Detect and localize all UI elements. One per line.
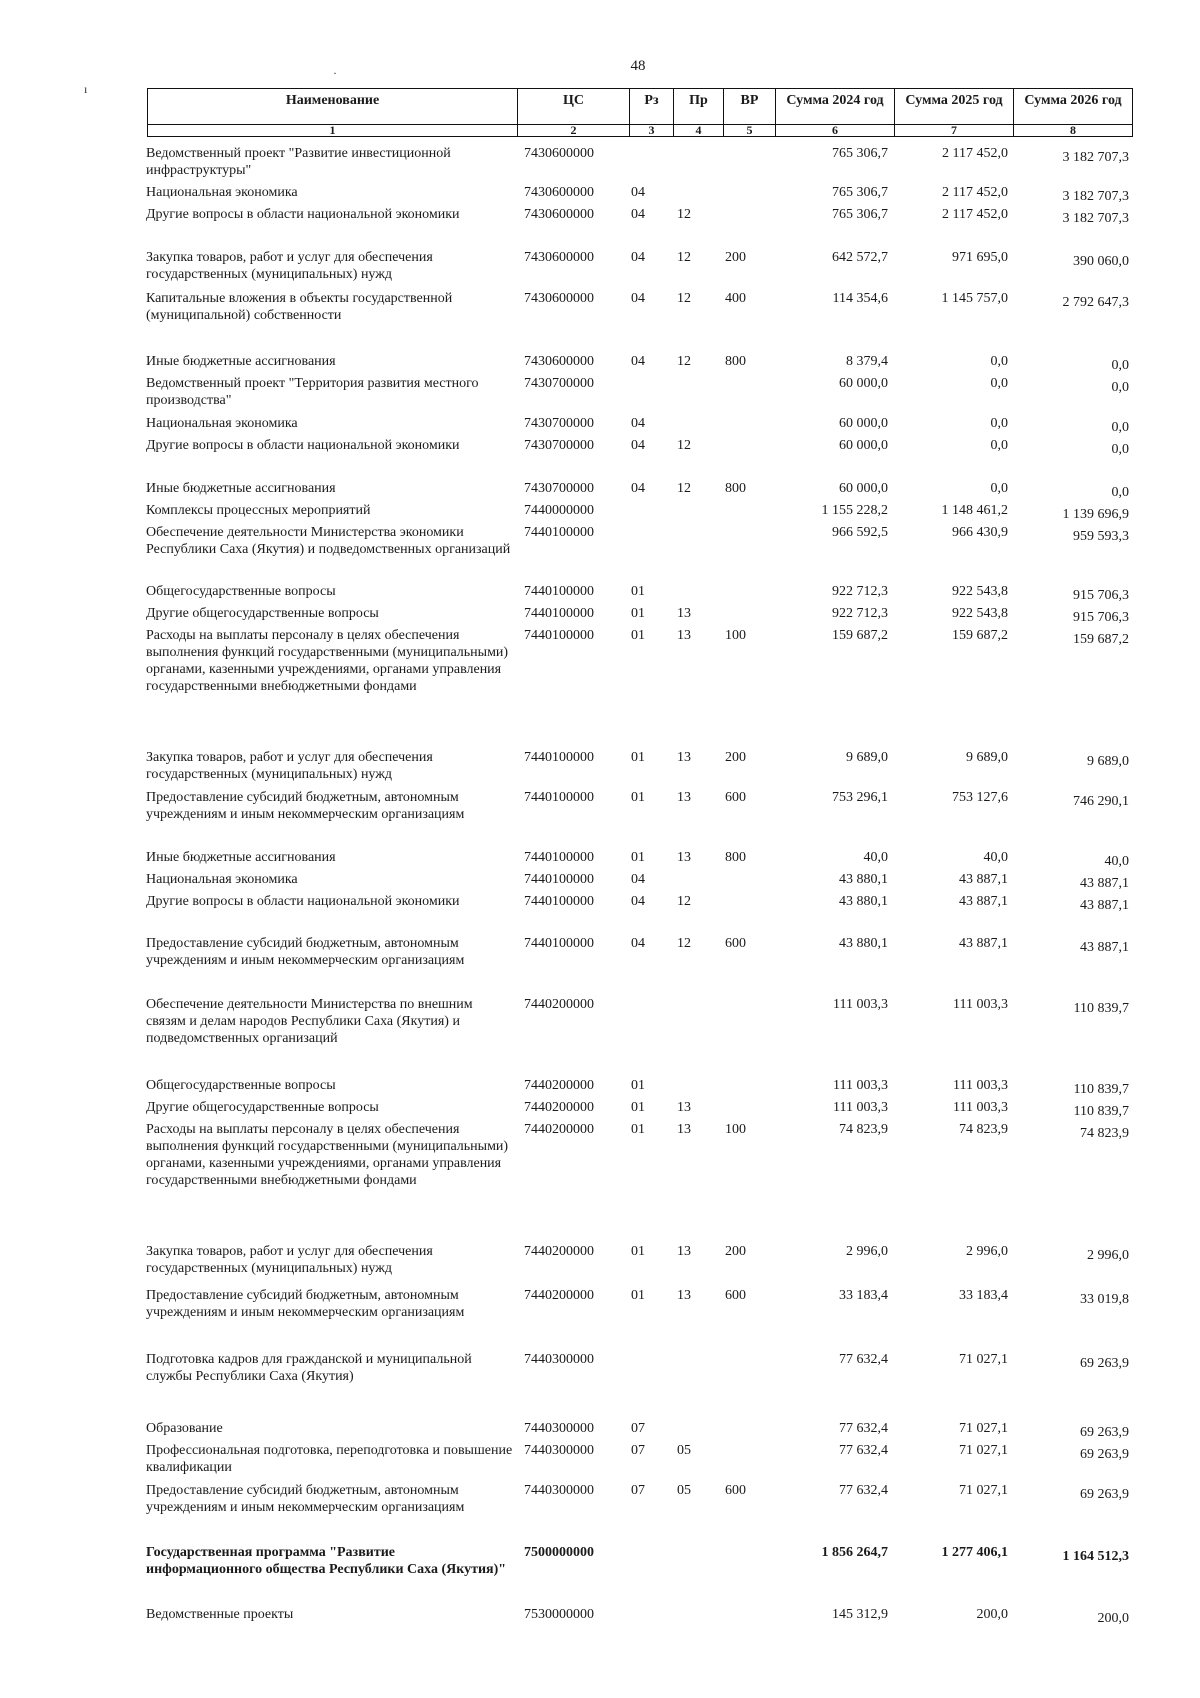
cell-sum-2024: 2 996,0 (846, 1244, 888, 1259)
cell-pr: 12 (677, 207, 691, 222)
cell-sum-2024: 33 183,4 (839, 1288, 888, 1303)
cell-sum-2024: 966 592,5 (832, 525, 888, 540)
cell-sum-2026: 915 706,3 (1073, 588, 1129, 603)
cell-sum-2025: 966 430,9 (952, 525, 1008, 540)
cell-sum-2024: 77 632,4 (839, 1443, 888, 1458)
cell-sum-2024: 111 003,3 (833, 997, 888, 1012)
cell-sum-2025: 40,0 (983, 850, 1008, 865)
cell-vr: 400 (725, 291, 746, 306)
cell-cs: 7440200000 (524, 1244, 594, 1259)
cell-sum-2024: 642 572,7 (832, 250, 888, 265)
cell-rz: 04 (631, 250, 645, 265)
cell-sum-2024: 40,0 (863, 850, 888, 865)
cell-rz: 04 (631, 438, 645, 453)
column-number: 2 (518, 125, 630, 137)
header-rz: Рз (630, 89, 674, 125)
cell-name: Предоставление субсидий бюджетным, автономным учреждениям и иным некоммерческим организациям (146, 1288, 465, 1320)
cell-sum-2024: 114 354,6 (832, 291, 888, 306)
cell-rz: 07 (631, 1421, 645, 1436)
cell-sum-2024: 753 296,1 (832, 790, 888, 805)
cell-vr: 600 (725, 1288, 746, 1303)
cell-sum-2024: 77 632,4 (839, 1352, 888, 1367)
cell-sum-2026: 69 263,9 (1080, 1425, 1129, 1440)
cell-sum-2026: 33 019,8 (1080, 1292, 1129, 1307)
cell-name: Государственная программа "Развитие информационного общества Республики Саха (Якутия)" (146, 1545, 507, 1577)
cell-pr: 12 (677, 250, 691, 265)
cell-cs: 7440100000 (524, 936, 594, 951)
cell-sum-2026: 9 689,0 (1087, 754, 1129, 769)
header-sum-2024: Сумма 2024 год (776, 89, 895, 125)
cell-cs: 7430600000 (524, 207, 594, 222)
cell-rz: 01 (631, 1078, 645, 1093)
cell-pr: 12 (677, 894, 691, 909)
cell-sum-2025: 922 543,8 (952, 606, 1008, 621)
cell-name: Закупка товаров, работ и услуг для обеспечения государственных (муниципальных) нужд (146, 250, 433, 282)
cell-cs: 7430600000 (524, 250, 594, 265)
cell-rz: 01 (631, 850, 645, 865)
cell-name: Общегосударственные вопросы (146, 1078, 336, 1093)
cell-pr: 13 (677, 1288, 691, 1303)
cell-sum-2024: 1 155 228,2 (821, 503, 888, 518)
cell-name: Образование (146, 1421, 223, 1436)
cell-rz: 04 (631, 936, 645, 951)
cell-sum-2025: 0,0 (990, 376, 1008, 391)
cell-sum-2025: 971 695,0 (952, 250, 1008, 265)
cell-sum-2026: 43 887,1 (1080, 940, 1129, 955)
cell-pr: 13 (677, 850, 691, 865)
cell-sum-2024: 60 000,0 (839, 376, 888, 391)
cell-sum-2026: 0,0 (1111, 358, 1129, 373)
cell-name: Ведомственный проект "Территория развития местного производства" (146, 376, 479, 408)
scan-dot: · (333, 66, 337, 80)
cell-sum-2026: 43 887,1 (1080, 898, 1129, 913)
cell-sum-2025: 0,0 (990, 416, 1008, 431)
cell-name: Предоставление субсидий бюджетным, автономным учреждениям и иным некоммерческим организациям (146, 790, 465, 822)
cell-name: Предоставление субсидий бюджетным, автономным учреждениям и иным некоммерческим организациям (146, 1483, 465, 1515)
cell-sum-2026: 1 164 512,3 (1062, 1549, 1129, 1564)
cell-sum-2024: 77 632,4 (839, 1483, 888, 1498)
cell-sum-2026: 0,0 (1111, 380, 1129, 395)
cell-vr: 200 (725, 250, 746, 265)
cell-sum-2026: 69 263,9 (1080, 1447, 1129, 1462)
cell-rz: 07 (631, 1483, 645, 1498)
cell-rz: 01 (631, 750, 645, 765)
cell-name: Общегосударственные вопросы (146, 584, 336, 599)
cell-cs: 7440100000 (524, 790, 594, 805)
cell-sum-2025: 2 996,0 (966, 1244, 1008, 1259)
cell-sum-2026: 200,0 (1097, 1611, 1129, 1626)
cell-sum-2026: 2 792 647,3 (1062, 295, 1129, 310)
cell-sum-2025: 74 823,9 (959, 1122, 1008, 1137)
cell-cs: 7440300000 (524, 1421, 594, 1436)
cell-pr: 05 (677, 1443, 691, 1458)
cell-sum-2024: 43 880,1 (839, 872, 888, 887)
cell-name: Ведомственные проекты (146, 1607, 294, 1622)
cell-name: Национальная экономика (146, 185, 298, 200)
header-name: Наименование (148, 89, 518, 125)
cell-pr: 12 (677, 291, 691, 306)
cell-rz: 04 (631, 872, 645, 887)
cell-sum-2024: 77 632,4 (839, 1421, 888, 1436)
cell-cs: 7530000000 (524, 1607, 594, 1622)
cell-pr: 13 (677, 750, 691, 765)
cell-sum-2026: 43 887,1 (1080, 876, 1129, 891)
header-vr: ВР (724, 89, 776, 125)
cell-sum-2024: 8 379,4 (846, 354, 888, 369)
cell-cs: 7440200000 (524, 1122, 594, 1137)
cell-name: Ведомственный проект "Развитие инвестиционной инфраструктуры" (146, 146, 451, 178)
cell-sum-2026: 1 139 696,9 (1062, 507, 1129, 522)
column-number: 3 (630, 125, 674, 137)
cell-cs: 7440100000 (524, 525, 594, 540)
cell-sum-2026: 746 290,1 (1073, 794, 1129, 809)
scan-mark: ı (84, 82, 88, 96)
cell-sum-2026: 40,0 (1104, 854, 1129, 869)
cell-sum-2025: 111 003,3 (953, 1100, 1008, 1115)
cell-sum-2024: 922 712,3 (832, 584, 888, 599)
cell-cs: 7440100000 (524, 750, 594, 765)
cell-cs: 7430700000 (524, 481, 594, 496)
cell-rz: 01 (631, 1288, 645, 1303)
cell-sum-2025: 43 887,1 (959, 936, 1008, 951)
cell-sum-2024: 60 000,0 (839, 481, 888, 496)
column-number: 6 (776, 125, 895, 137)
cell-sum-2024: 9 689,0 (846, 750, 888, 765)
cell-rz: 04 (631, 354, 645, 369)
cell-name: Иные бюджетные ассигнования (146, 850, 336, 865)
cell-rz: 01 (631, 606, 645, 621)
cell-cs: 7440300000 (524, 1483, 594, 1498)
cell-sum-2025: 71 027,1 (959, 1421, 1008, 1436)
cell-cs: 7440200000 (524, 1100, 594, 1115)
cell-sum-2026: 3 182 707,3 (1062, 211, 1129, 226)
cell-sum-2026: 0,0 (1111, 420, 1129, 435)
cell-cs: 7430700000 (524, 376, 594, 391)
cell-name: Национальная экономика (146, 416, 298, 431)
cell-vr: 100 (725, 1122, 746, 1137)
cell-rz: 01 (631, 1100, 645, 1115)
cell-sum-2026: 915 706,3 (1073, 610, 1129, 625)
cell-rz: 01 (631, 584, 645, 599)
cell-sum-2024: 43 880,1 (839, 894, 888, 909)
cell-vr: 200 (725, 750, 746, 765)
cell-pr: 13 (677, 1244, 691, 1259)
cell-name: Закупка товаров, работ и услуг для обеспечения государственных (муниципальных) нужд (146, 1244, 433, 1276)
cell-sum-2025: 43 887,1 (959, 894, 1008, 909)
cell-rz: 01 (631, 628, 645, 643)
cell-sum-2024: 922 712,3 (832, 606, 888, 621)
cell-sum-2026: 69 263,9 (1080, 1487, 1129, 1502)
cell-vr: 800 (725, 354, 746, 369)
cell-sum-2025: 111 003,3 (953, 997, 1008, 1012)
cell-cs: 7440300000 (524, 1352, 594, 1367)
cell-cs: 7440100000 (524, 894, 594, 909)
page-number: 48 (630, 58, 646, 74)
cell-pr: 12 (677, 354, 691, 369)
column-number: 8 (1014, 125, 1133, 137)
cell-sum-2025: 71 027,1 (959, 1443, 1008, 1458)
cell-name: Обеспечение деятельности Министерства экономики Республики Саха (Якутия) и подведомственных организаций (146, 525, 511, 557)
cell-sum-2026: 110 839,7 (1073, 1001, 1129, 1016)
cell-sum-2025: 1 277 406,1 (941, 1545, 1008, 1560)
column-number: 7 (895, 125, 1014, 137)
cell-cs: 7440200000 (524, 997, 594, 1012)
cell-rz: 04 (631, 481, 645, 496)
cell-vr: 200 (725, 1244, 746, 1259)
cell-name: Другие общегосударственные вопросы (146, 1100, 379, 1115)
cell-pr: 05 (677, 1483, 691, 1498)
cell-vr: 600 (725, 790, 746, 805)
cell-cs: 7430600000 (524, 185, 594, 200)
table-header (147, 88, 1133, 137)
cell-cs: 7430600000 (524, 146, 594, 161)
cell-name: Закупка товаров, работ и услуг для обеспечения государственных (муниципальных) нужд (146, 750, 433, 782)
cell-cs: 7500000000 (524, 1545, 594, 1560)
cell-cs: 7440100000 (524, 872, 594, 887)
column-number: 4 (674, 125, 724, 137)
cell-name: Профессиональная подготовка, переподготовка и повышение квалификации (146, 1443, 513, 1475)
cell-pr: 12 (677, 438, 691, 453)
cell-vr: 100 (725, 628, 746, 643)
header-pr: Пр (674, 89, 724, 125)
cell-rz: 01 (631, 1122, 645, 1137)
cell-sum-2026: 3 182 707,3 (1062, 189, 1129, 204)
cell-name: Расходы на выплаты персоналу в целях обеспечения выполнения функций государственными (муниципальными) органами, казенными учреждениями, органами управления государственными внебюджетными фондами (146, 628, 509, 694)
cell-vr: 600 (725, 936, 746, 951)
cell-name: Комплексы процессных мероприятий (146, 503, 371, 518)
cell-sum-2024: 1 856 264,7 (821, 1545, 888, 1560)
cell-name: Другие вопросы в области национальной экономики (146, 207, 460, 222)
cell-rz: 01 (631, 1244, 645, 1259)
cell-sum-2024: 765 306,7 (832, 146, 888, 161)
cell-rz: 04 (631, 416, 645, 431)
cell-sum-2025: 111 003,3 (953, 1078, 1008, 1093)
cell-sum-2026: 390 060,0 (1073, 254, 1129, 269)
cell-cs: 7430600000 (524, 291, 594, 306)
cell-sum-2024: 111 003,3 (833, 1078, 888, 1093)
cell-sum-2026: 0,0 (1111, 485, 1129, 500)
cell-sum-2024: 765 306,7 (832, 185, 888, 200)
cell-name: Национальная экономика (146, 872, 298, 887)
cell-sum-2025: 1 145 757,0 (941, 291, 1008, 306)
cell-sum-2026: 110 839,7 (1073, 1082, 1129, 1097)
cell-sum-2025: 0,0 (990, 354, 1008, 369)
cell-vr: 800 (725, 481, 746, 496)
cell-name: Предоставление субсидий бюджетным, автономным учреждениям и иным некоммерческим организациям (146, 936, 465, 968)
cell-sum-2025: 200,0 (976, 1607, 1008, 1622)
cell-sum-2026: 110 839,7 (1073, 1104, 1129, 1119)
cell-sum-2026: 74 823,9 (1080, 1126, 1129, 1141)
cell-sum-2025: 1 148 461,2 (941, 503, 1008, 518)
cell-sum-2024: 111 003,3 (833, 1100, 888, 1115)
cell-sum-2025: 922 543,8 (952, 584, 1008, 599)
cell-sum-2024: 60 000,0 (839, 438, 888, 453)
cell-cs: 7440100000 (524, 606, 594, 621)
cell-sum-2024: 74 823,9 (839, 1122, 888, 1137)
cell-pr: 13 (677, 628, 691, 643)
cell-sum-2025: 43 887,1 (959, 872, 1008, 887)
cell-cs: 7440200000 (524, 1078, 594, 1093)
cell-sum-2026: 159 687,2 (1073, 632, 1129, 647)
cell-rz: 07 (631, 1443, 645, 1458)
cell-name: Другие общегосударственные вопросы (146, 606, 379, 621)
cell-name: Иные бюджетные ассигнования (146, 481, 336, 496)
cell-sum-2025: 159 687,2 (952, 628, 1008, 643)
cell-sum-2026: 69 263,9 (1080, 1356, 1129, 1371)
cell-pr: 13 (677, 606, 691, 621)
cell-name: Подготовка кадров для гражданской и муниципальной службы Республики Саха (Якутия) (146, 1352, 472, 1384)
cell-sum-2025: 2 117 452,0 (942, 146, 1008, 161)
cell-name: Другие вопросы в области национальной экономики (146, 894, 460, 909)
cell-cs: 7430700000 (524, 416, 594, 431)
cell-cs: 7430700000 (524, 438, 594, 453)
cell-pr: 13 (677, 1122, 691, 1137)
cell-sum-2024: 60 000,0 (839, 416, 888, 431)
cell-cs: 7440100000 (524, 850, 594, 865)
cell-rz: 04 (631, 185, 645, 200)
cell-name: Другие вопросы в области национальной экономики (146, 438, 460, 453)
column-number: 1 (148, 125, 518, 137)
cell-sum-2026: 2 996,0 (1087, 1248, 1129, 1263)
column-number: 5 (724, 125, 776, 137)
cell-sum-2025: 753 127,6 (952, 790, 1008, 805)
cell-pr: 13 (677, 790, 691, 805)
header-sum-2026: Сумма 2026 год (1014, 89, 1133, 125)
cell-rz: 04 (631, 894, 645, 909)
cell-sum-2025: 9 689,0 (966, 750, 1008, 765)
cell-sum-2026: 3 182 707,3 (1062, 150, 1129, 165)
cell-sum-2025: 71 027,1 (959, 1352, 1008, 1367)
cell-sum-2025: 2 117 452,0 (942, 185, 1008, 200)
cell-sum-2025: 0,0 (990, 481, 1008, 496)
cell-sum-2025: 33 183,4 (959, 1288, 1008, 1303)
cell-vr: 600 (725, 1483, 746, 1498)
header-sum-2025: Сумма 2025 год (895, 89, 1014, 125)
cell-name: Обеспечение деятельности Министерства по внешним связям и делам народов Республики Саха (Якутия) и подведомственных организаций (146, 997, 473, 1046)
cell-sum-2026: 0,0 (1111, 442, 1129, 457)
cell-sum-2024: 765 306,7 (832, 207, 888, 222)
cell-cs: 7440300000 (524, 1443, 594, 1458)
cell-pr: 13 (677, 1100, 691, 1115)
cell-rz: 01 (631, 790, 645, 805)
cell-sum-2024: 159 687,2 (832, 628, 888, 643)
cell-cs: 7440000000 (524, 503, 594, 518)
cell-name: Расходы на выплаты персоналу в целях обеспечения выполнения функций государственными (муниципальными) органами, казенными учреждениями, органами управления государственными внебюджетными фондами (146, 1122, 509, 1188)
cell-sum-2026: 959 593,3 (1073, 529, 1129, 544)
cell-rz: 04 (631, 207, 645, 222)
cell-sum-2025: 71 027,1 (959, 1483, 1008, 1498)
cell-vr: 800 (725, 850, 746, 865)
cell-cs: 7430600000 (524, 354, 594, 369)
cell-name: Капитальные вложения в объекты государственной (муниципальной) собственности (146, 291, 453, 323)
cell-cs: 7440200000 (524, 1288, 594, 1303)
cell-sum-2024: 145 312,9 (832, 1607, 888, 1622)
cell-cs: 7440100000 (524, 628, 594, 643)
cell-sum-2025: 0,0 (990, 438, 1008, 453)
cell-sum-2025: 2 117 452,0 (942, 207, 1008, 222)
cell-name: Иные бюджетные ассигнования (146, 354, 336, 369)
cell-sum-2024: 43 880,1 (839, 936, 888, 951)
header-cs: ЦС (518, 89, 630, 125)
cell-cs: 7440100000 (524, 584, 594, 599)
cell-pr: 12 (677, 481, 691, 496)
cell-rz: 04 (631, 291, 645, 306)
cell-pr: 12 (677, 936, 691, 951)
